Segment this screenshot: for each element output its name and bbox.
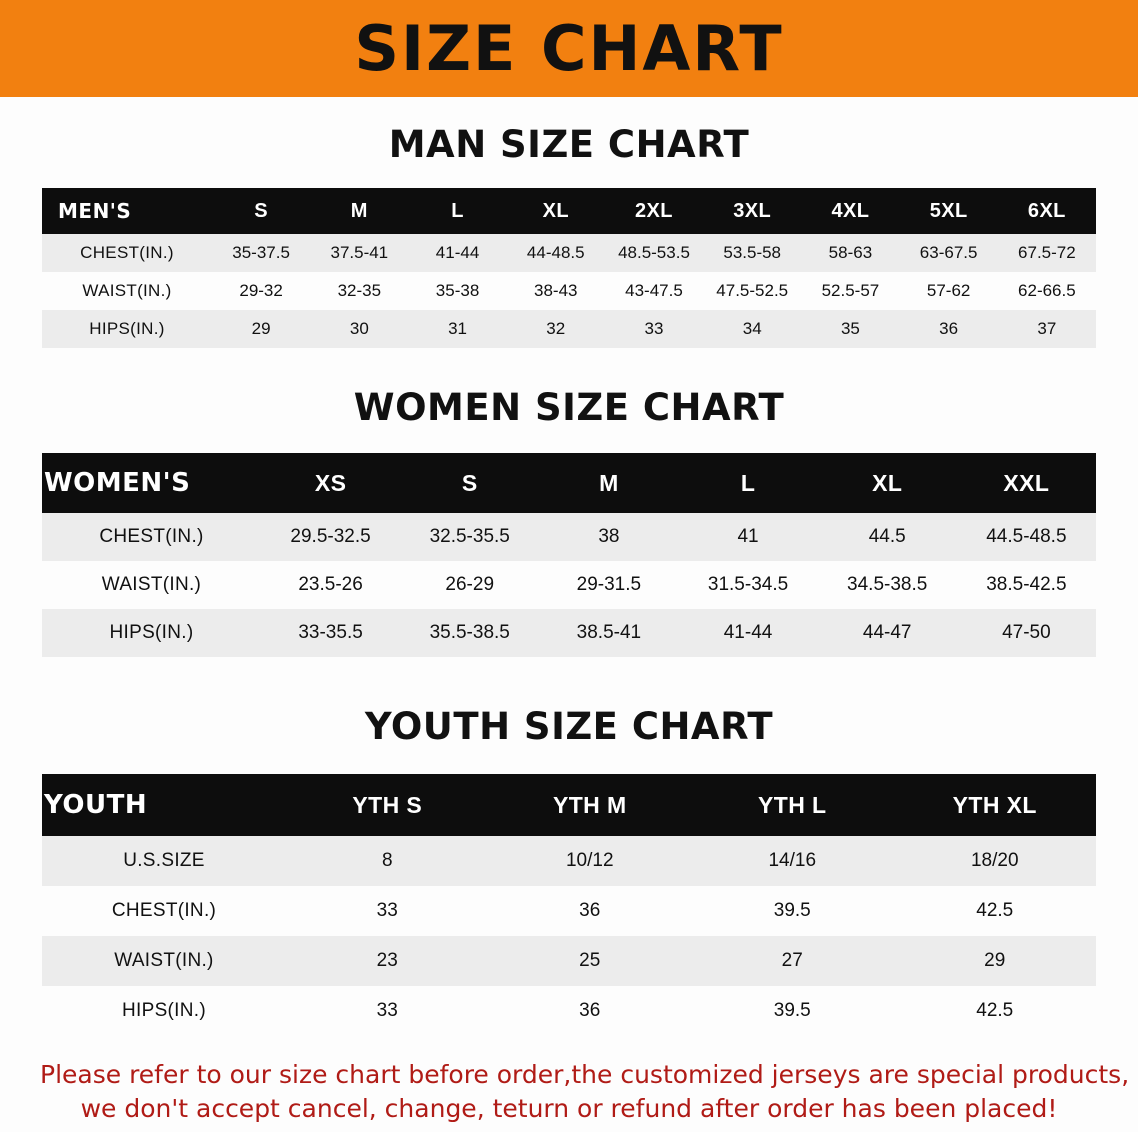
youth-row-2-label: WAIST(IN.) [114,950,214,971]
man-row-1-label: WAIST(IN.) [82,281,172,300]
youth-row-3-label: HIPS(IN.) [122,1000,206,1021]
man-row-0-label: CHEST(IN.) [80,243,174,262]
women-col-4: XL [872,469,903,496]
table-row [42,609,1096,657]
table-header-row [42,453,1096,513]
youth-r3-c0: 33 [376,1000,398,1021]
women-r1-c5: 38.5-42.5 [986,574,1067,595]
women-row-0-label: CHEST(IN.) [99,526,204,547]
women-r0-c1: 32.5-35.5 [429,526,510,547]
women-r0-c3: 41 [737,526,759,547]
youth-col-0: YTH S [352,791,423,818]
table-row [42,986,1096,1036]
women-r1-c4: 34.5-38.5 [847,574,928,595]
women-row-1-label: WAIST(IN.) [101,574,202,595]
policy-note [40,1058,1130,1126]
women-col-5: XXL [1003,469,1050,496]
youth-r0-c1: 10/12 [565,850,614,871]
women-r1-c2: 29-31.5 [576,574,642,595]
youth-size-table [42,774,1096,1036]
man-r0-c2: 41-44 [435,243,480,262]
women-table-wrapper [42,453,1096,657]
man-table-wrapper [42,188,1096,348]
man-r0-c5: 53.5-58 [723,243,782,262]
women-col-0: XS [314,469,347,496]
women-r2-c4: 44-47 [862,622,912,643]
youth-col-2: YTH L [758,791,827,818]
man-col-5: 3XL [733,199,772,222]
youth-r3-c1: 36 [579,1000,601,1021]
table-row [42,513,1096,561]
youth-r0-c3: 18/20 [970,850,1019,871]
man-section-title: MAN SIZE CHART [388,123,750,166]
man-r1-c5: 47.5-52.5 [716,281,789,300]
man-r1-c2: 35-38 [435,281,480,300]
youth-r0-c2: 14/16 [768,850,817,871]
women-r0-c4: 44.5 [868,526,906,547]
man-col-7: 5XL [929,199,968,222]
man-r2-c8: 37 [1037,319,1057,338]
man-r0-c3: 44-48.5 [526,243,585,262]
man-r0-c4: 48.5-53.5 [618,243,690,262]
man-r1-c0: 29-32 [239,281,283,300]
women-table-header [42,453,1096,513]
man-r1-c4: 43-47.5 [625,281,683,300]
man-r2-c4: 33 [644,319,664,338]
man-r2-c1: 30 [349,319,369,338]
youth-row-0-label: U.S.SIZE [123,850,205,871]
man-col-1: M [350,199,368,222]
youth-r2-c0: 23 [376,950,398,971]
women-r0-c2: 38 [598,526,620,547]
youth-r1-c0: 33 [376,900,398,921]
man-r2-c2: 31 [448,319,467,338]
women-r0-c0: 29.5-32.5 [290,526,371,547]
youth-table-header [42,774,1096,836]
man-r0-c7: 63-67.5 [919,243,978,262]
women-r2-c2: 38.5-41 [576,622,642,643]
youth-col-3: YTH XL [952,791,1037,818]
youth-col-1: YTH M [552,791,627,818]
man-col-3: XL [542,199,569,222]
man-row-2-label: HIPS(IN.) [89,319,165,338]
man-r1-c6: 52.5-57 [821,281,880,300]
table-row [42,272,1096,310]
youth-table-body [42,836,1096,1036]
women-r1-c0: 23.5-26 [298,574,363,595]
youth-r3-c3: 42.5 [976,1000,1014,1021]
table-header-row [42,188,1096,234]
man-r2-c7: 36 [939,319,959,338]
man-table-header [42,188,1096,234]
man-r2-c5: 34 [742,319,762,338]
man-r1-c7: 57-62 [926,281,971,300]
women-r0-c5: 44.5-48.5 [986,526,1067,547]
youth-r1-c2: 39.5 [773,900,811,921]
man-size-table [42,188,1096,348]
table-header-row [42,774,1096,836]
man-row-header-label: MEN'S [58,199,132,223]
women-r1-c3: 31.5-34.5 [707,574,789,595]
man-r1-c1: 32-35 [337,281,382,300]
page-banner [0,0,1138,97]
man-r2-c6: 35 [840,319,860,338]
women-section-title: WOMEN SIZE CHART [353,386,785,429]
women-r2-c5: 47-50 [1002,622,1051,643]
youth-r1-c1: 36 [579,900,601,921]
youth-row-header-label: YOUTH [44,790,148,820]
women-row-header-label: WOMEN'S [44,468,191,498]
policy-note-line-1: Please refer to our size chart before order,the customized jerseys are special products, [40,1060,1130,1089]
table-row [42,936,1096,986]
table-row [42,886,1096,936]
women-r1-c1: 26-29 [445,574,495,595]
youth-r3-c2: 39.5 [773,1000,811,1021]
youth-r2-c1: 25 [579,950,601,971]
man-r1-c8: 62-66.5 [1018,281,1076,300]
youth-r1-c3: 42.5 [976,900,1014,921]
youth-table-wrapper [42,774,1096,1036]
table-row [42,561,1096,609]
policy-note-line-2: we don't accept cancel, change, teturn or refund after order has been placed! [80,1093,1058,1123]
women-r2-c0: 33-35.5 [298,622,363,643]
table-row [42,234,1096,272]
page-title: SIZE CHART [354,11,784,85]
women-col-3: L [740,469,756,496]
women-table-body [42,513,1096,657]
youth-r2-c2: 27 [781,950,803,971]
women-col-2: M [599,469,619,496]
women-row-2-label: HIPS(IN.) [109,622,194,643]
table-row [42,310,1096,348]
man-table-body [42,234,1096,348]
man-r0-c6: 58-63 [828,243,873,262]
youth-section-title: YOUTH SIZE CHART [364,705,774,748]
youth-row-1-label: CHEST(IN.) [111,900,217,921]
man-col-6: 4XL [831,199,870,222]
women-r2-c1: 35.5-38.5 [429,622,510,643]
women-col-1: S [461,469,478,496]
man-col-2: L [451,199,464,222]
women-r2-c3: 41-44 [723,622,773,643]
man-r2-c0: 29 [251,319,271,338]
man-r0-c1: 37.5-41 [330,243,389,262]
youth-r0-c0: 8 [381,850,393,871]
women-size-table [42,453,1096,657]
man-r0-c8: 67.5-72 [1018,243,1076,262]
man-col-0: S [254,199,268,222]
man-r0-c0: 35-37.5 [232,243,290,262]
man-r2-c3: 32 [546,319,566,338]
man-col-8: 6XL [1027,199,1066,222]
man-col-4: 2XL [635,199,673,222]
man-r1-c3: 38-43 [534,281,578,300]
table-row [42,836,1096,886]
youth-r2-c3: 29 [984,950,1006,971]
